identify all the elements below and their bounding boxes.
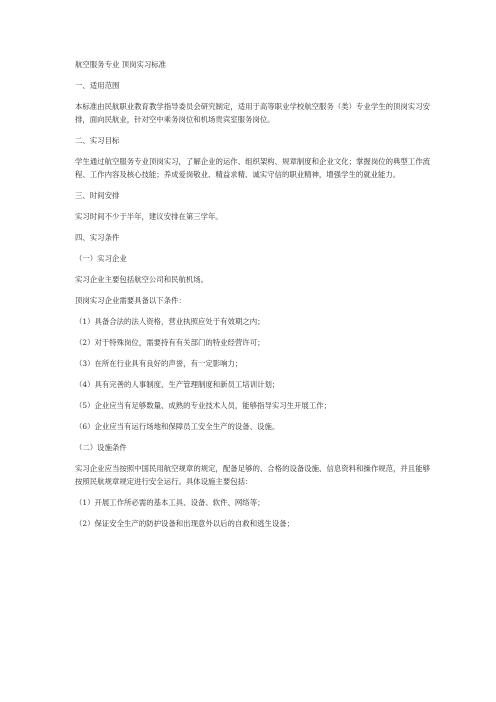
list-item: （1）开展工作所必需的基本工具、设备、软件、网络等； <box>75 498 265 507</box>
section-paragraph: 实习企业应当按照中国民用航空规章的规定，配备足够的、合格的设备设施、信息资料和操作规范，并且能够按照民航规章规定进行安全运行。具体设施主要包括： <box>75 464 430 486</box>
section-paragraph: 学生通过航空服务专业顶岗实习，了解企业的运作、组织架构、规章制度和企业文化；掌握岗位的典型工作流程、工作内容及核心技能；养成爱岗敬业、精益求精、诚实守信的职业精神，增强学生的就业能力。 <box>75 157 430 179</box>
list-item: （3）在所在行业具有良好的声誉，有一定影响力； <box>75 359 243 368</box>
document-page <box>75 58 430 530</box>
section-heading: 一、适用范围 <box>75 81 120 90</box>
list-item: （6）企业应当有运行场地和保障员工安全生产的设备、设施。 <box>75 422 280 431</box>
subsection-heading: （一）实习企业 <box>75 254 127 263</box>
list-item: （4）具有完善的人事制度、生产管理制度和新员工培训计划； <box>75 380 280 389</box>
section-paragraph: 本标准由民航职业教育教学指导委员会研究制定，适用于高等职业学校航空服务（类）专业学生的顶岗实习安排，面向民航业，针对空中乘务岗位和机场贵宾室服务岗位。 <box>75 102 430 124</box>
list-item: （2）对于特殊岗位，需要持有有关部门的特业经营许可； <box>75 338 265 347</box>
section-paragraph: 顶岗实习企业需要具备以下条件： <box>75 296 186 305</box>
section-heading: 三、时间安排 <box>75 191 120 200</box>
subsection-heading: （二）设施条件 <box>75 443 127 452</box>
section-heading: 四、实习条件 <box>75 233 120 242</box>
section-paragraph: 实习时间不少于半年，建议安排在第三学年。 <box>75 212 223 221</box>
list-item: （2）保证安全生产的防护设备和出现意外以后的自救和逃生设备； <box>75 519 295 528</box>
list-item: （1）具备合法的法人资格，营业执照应处于有效期之内； <box>75 317 265 326</box>
list-item: （5）企业应当有足够数量、成熟的专业技术人员，能够指导实习生开展工作； <box>75 401 331 410</box>
document-title: 航空服务专业 顶岗实习标准 <box>75 60 167 69</box>
section-paragraph: 实习企业主要包括航空公司和民航机场。 <box>75 275 209 284</box>
section-heading: 二、实习目标 <box>75 136 120 145</box>
